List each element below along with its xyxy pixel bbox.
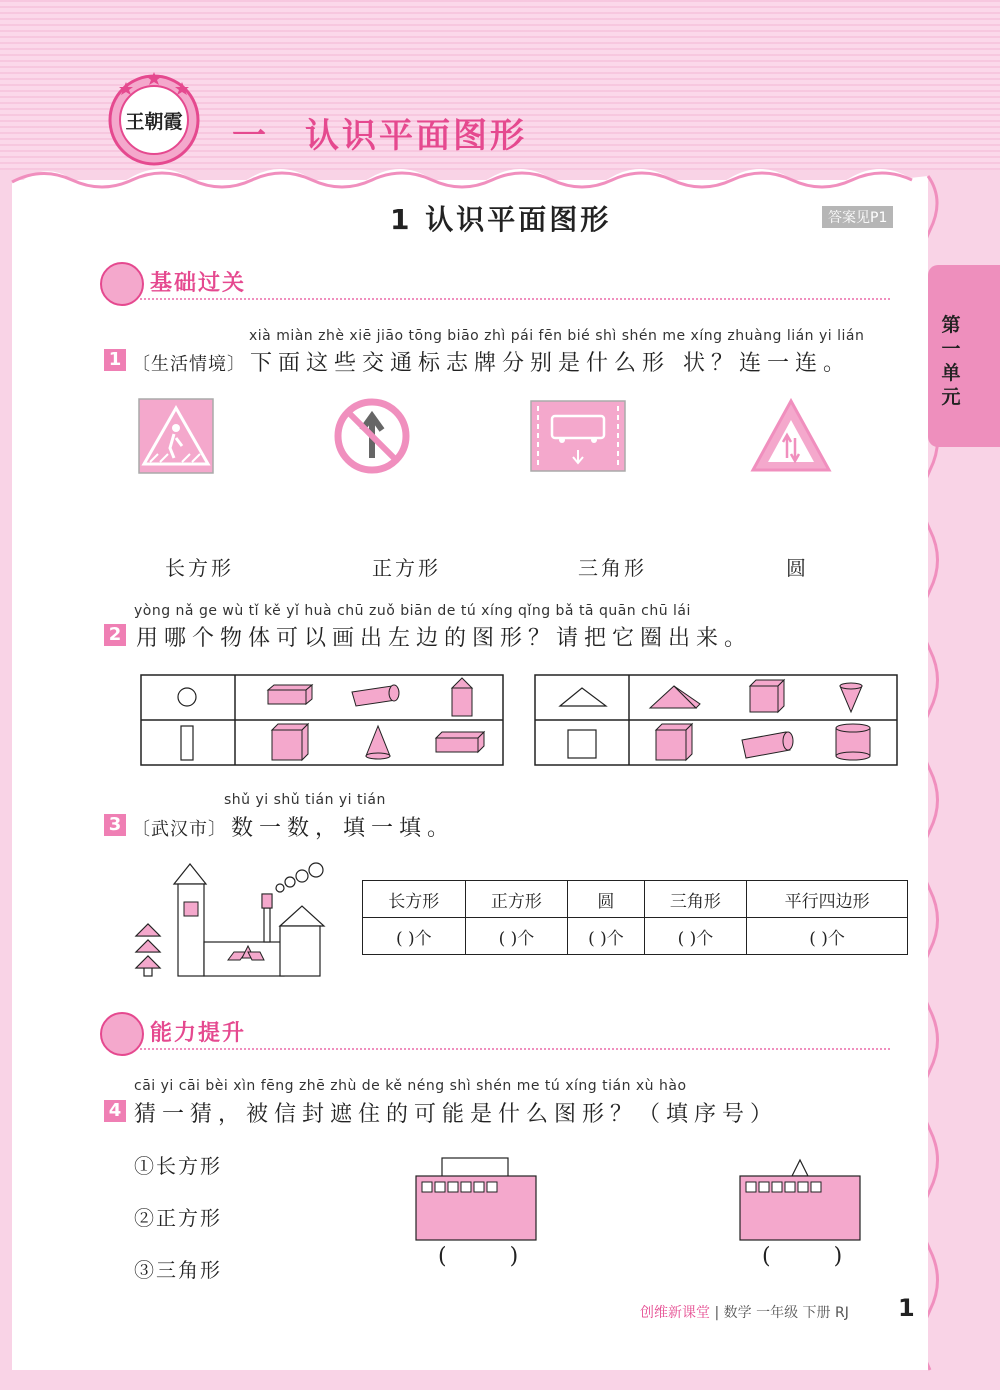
q1-tag: 〔生活情境〕: [132, 354, 246, 375]
q2-pinyin: yòng nǎ ge wù tǐ kě yǐ huà chū zuǒ biān de tú xíng qǐng bǎ tā quān chū lái: [134, 603, 691, 619]
envelope-1-icon: [414, 1156, 538, 1242]
q3-text: [132, 811, 455, 842]
option-2: ②正方形: [134, 1206, 222, 1230]
bus-lane-sign-icon: [530, 400, 626, 472]
q1-question: 下面这些交通标志牌分别是什么形 状？连一连。: [250, 351, 851, 376]
page-footer: [640, 1302, 849, 1322]
lesson-title: 1 认识平面图形: [390, 203, 612, 236]
label-rectangle: 长方形: [165, 556, 234, 580]
q1-pinyin: xià miàn zhè xiē jiāo tōng biāo zhì pái fēn bié shì shén me xíng zhuàng lián yi lián: [249, 328, 865, 344]
answer-reference: 答案见P1: [822, 206, 893, 228]
section-advanced-title: 能力提升: [150, 1021, 247, 1046]
two-way-traffic-sign-icon: [750, 398, 832, 474]
unit-number: 一: [232, 116, 269, 156]
q3-tag: 〔武汉市〕: [132, 819, 227, 840]
q4-number: 4: [104, 1100, 126, 1122]
q1-number: 1: [104, 349, 126, 371]
count-input-circle[interactable]: ( )个: [568, 918, 644, 955]
q3-pinyin: shǔ yi shǔ tián yi tián: [224, 792, 386, 808]
page-number: 1: [898, 1294, 915, 1322]
square-shape-icon: [568, 730, 596, 758]
header-triangle: 三角形: [644, 881, 747, 918]
unit-side-tab: [928, 265, 1000, 447]
answer-blank-1[interactable]: ( ): [438, 1244, 547, 1269]
q4-text: 猜一猜，被信封遮住的可能是什么图形？（填序号）: [134, 1102, 779, 1127]
castle-figure: [130, 860, 330, 980]
no-straight-sign-icon: [334, 398, 410, 474]
q2-number: 2: [104, 624, 126, 646]
q3-question: 数一数，填一填。: [231, 816, 456, 841]
pedestrian-sign-icon: [138, 398, 214, 474]
count-input-rectangle[interactable]: ( )个: [363, 918, 466, 955]
unit-title: [232, 108, 527, 157]
header-rectangle: 长方形: [363, 881, 466, 918]
mascot-icon: [100, 262, 144, 306]
q2-left-table: [140, 674, 504, 766]
answer-blank-2[interactable]: ( ): [762, 1244, 871, 1269]
envelope-2-icon: [738, 1156, 862, 1242]
section-basic-title: 基础过关: [150, 271, 247, 296]
label-triangle: 三角形: [578, 556, 647, 580]
rectangle-shape-icon: [181, 726, 193, 760]
count-input-parallelogram[interactable]: ( )个: [747, 918, 908, 955]
option-3: ③三角形: [134, 1258, 222, 1282]
count-input-triangle[interactable]: ( )个: [644, 918, 747, 955]
unit-title-text: 认识平面图形: [305, 116, 527, 156]
label-square: 正方形: [372, 556, 441, 580]
label-circle: 圆: [786, 556, 809, 580]
logo-text: 王朝霞: [125, 111, 183, 133]
publisher-logo: [106, 70, 202, 166]
q3-number: 3: [104, 814, 126, 836]
section-divider: [140, 298, 890, 300]
footer-info: | 数学 一年级 下册 RJ: [714, 1305, 849, 1321]
q4-pinyin: cāi yi cāi bèi xìn fēng zhē zhù de kě néng shì shén me tú xíng tián xù hào: [134, 1078, 687, 1094]
circle-shape-icon: [178, 688, 196, 706]
q3-count-table: [362, 880, 908, 955]
q2-right-table: [534, 674, 898, 766]
header-square: 正方形: [465, 881, 568, 918]
header-circle: 圆: [568, 881, 644, 918]
q1-text: [132, 346, 851, 377]
footer-brand: 创维新课堂: [640, 1305, 710, 1321]
mascot-icon: [100, 1012, 144, 1056]
count-input-square[interactable]: ( )个: [465, 918, 568, 955]
option-1: ①长方形: [134, 1154, 222, 1178]
header-parallelogram: 平行四边形: [747, 881, 908, 918]
section-divider: [140, 1048, 890, 1050]
q2-text: 用哪个物体可以画出左边的图形？请把它圈出来。: [136, 626, 753, 651]
side-tab-label: 第一单元: [941, 314, 961, 408]
